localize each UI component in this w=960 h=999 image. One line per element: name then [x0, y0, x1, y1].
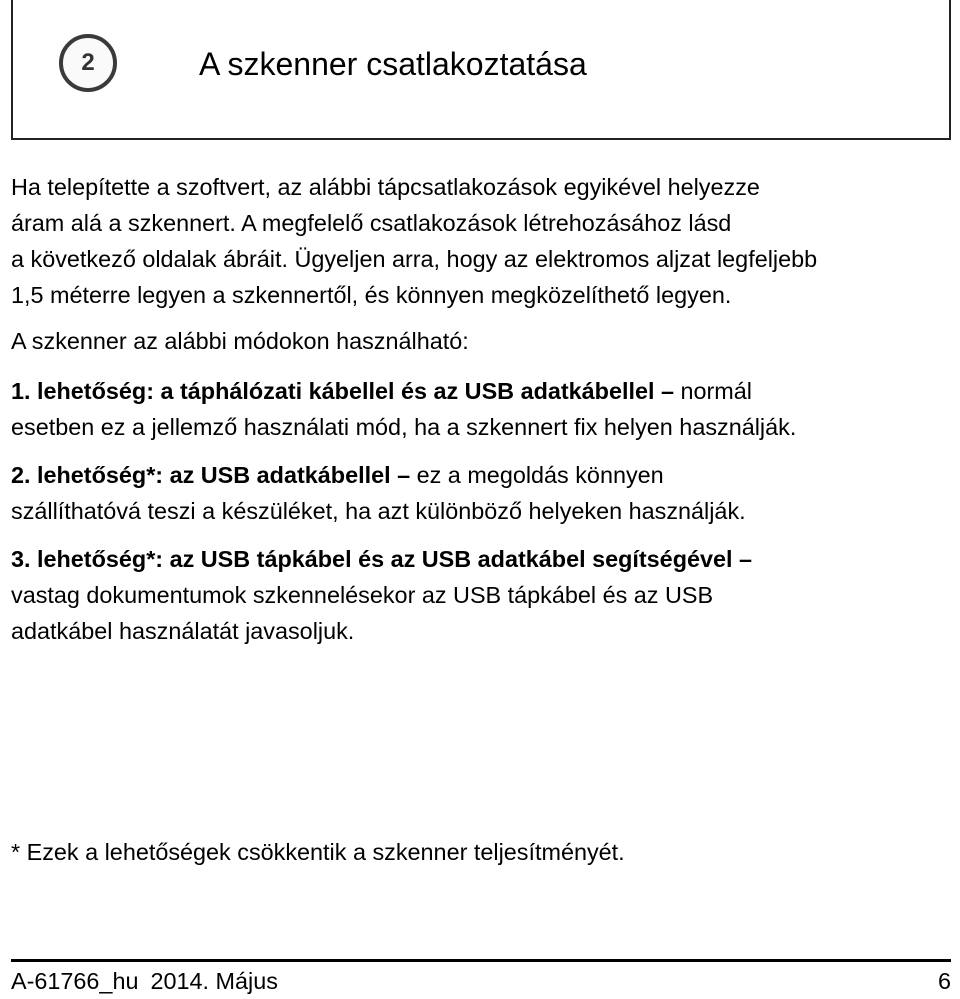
- option-2: [11, 457, 949, 529]
- option-1-text-a: normál: [680, 378, 752, 404]
- intro-line-3: a következő oldalak ábráit. Ügyeljen arra, hogy az elektromos aljzat legfeljebb: [11, 246, 818, 272]
- step-number: 2: [81, 49, 95, 76]
- footnote: * Ezek a lehetőségek csökkentik a szkenner teljesítményét.: [11, 839, 625, 865]
- section-header: [11, 0, 951, 140]
- footer-doc-info: [11, 964, 278, 998]
- usage-intro: A szkenner az alábbi módokon használható:: [11, 328, 469, 354]
- option-2-dash: –: [390, 462, 417, 488]
- option-3-title: 3. lehetőség*: az USB tápkábel és az USB adatkábel segítségével: [11, 546, 733, 572]
- option-3: [11, 541, 949, 649]
- option-3-text-c: adatkábel használatát javasoljuk.: [11, 618, 355, 644]
- option-1-dash: –: [654, 378, 681, 404]
- intro-line-1: Ha telepítette a szoftvert, az alábbi tápcsatlakozások egyikével helyezze: [11, 174, 760, 200]
- main-content: [11, 169, 949, 649]
- intro-line-2: áram alá a szkennert. A megfelelő csatlakozások létrehozásához lásd: [11, 210, 732, 236]
- option-1-text-b: esetben ez a jellemző használati mód, ha a szkennert fix helyen használják.: [11, 414, 797, 440]
- intro-paragraph: [11, 169, 949, 313]
- step-number-badge: [59, 34, 117, 92]
- option-3-dash: –: [732, 546, 753, 572]
- option-2-text-a: ez a megoldás könnyen: [416, 462, 664, 488]
- footer-date: 2014. Május: [150, 968, 278, 994]
- page-title: A szkenner csatlakoztatása: [199, 46, 587, 82]
- option-1-title: 1. lehetőség: a táphálózati kábellel és az USB adatkábellel: [11, 378, 655, 404]
- option-2-text-b: szállíthatóvá teszi a készüléket, ha azt különböző helyeken használják.: [11, 498, 746, 524]
- footer-divider: [11, 959, 951, 962]
- footer-doc-code: A-61766_hu: [11, 968, 139, 994]
- option-1: [11, 373, 949, 445]
- intro-line-4: 1,5 méterre legyen a szkennertől, és könnyen megközelíthető legyen.: [11, 282, 732, 308]
- option-3-text-b: vastag dokumentumok szkennelésekor az USB tápkábel és az USB: [11, 582, 714, 608]
- page-number: 6: [937, 968, 951, 994]
- option-2-title: 2. lehetőség*: az USB adatkábellel: [11, 462, 391, 488]
